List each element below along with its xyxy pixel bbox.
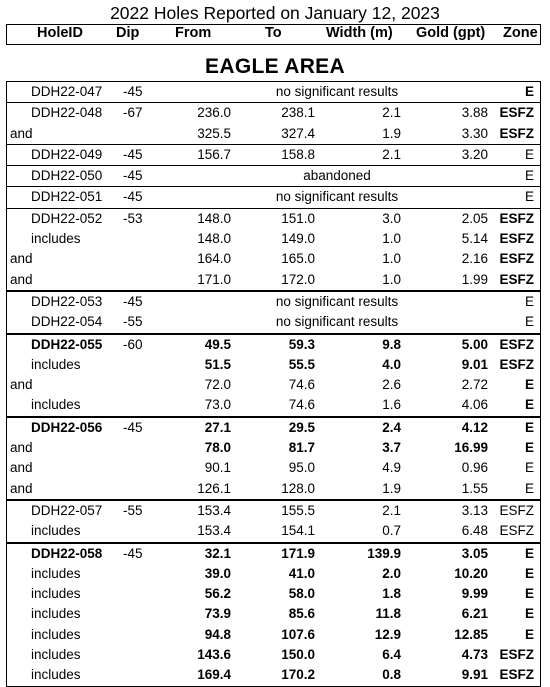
cell-holeid: includes — [31, 397, 81, 413]
cell-width: 139.9 — [367, 545, 401, 561]
cell-from: 49.5 — [204, 336, 231, 352]
cell-to: 165.0 — [281, 251, 315, 267]
cell-holeid: includes — [31, 626, 81, 642]
area-heading: EAGLE AREA — [205, 55, 345, 78]
cell-zone: E — [524, 377, 534, 393]
cell-width: 3.7 — [382, 440, 401, 456]
cell-zone: ESFZ — [499, 105, 534, 121]
cell-to: 29.5 — [288, 419, 315, 435]
cell-from: 39.0 — [204, 565, 231, 581]
cell-gold: 4.06 — [461, 397, 488, 413]
cell-from: 56.2 — [204, 586, 231, 602]
cell-width: 3.0 — [382, 210, 401, 226]
hole-group — [6, 102, 541, 145]
cell-dip: -67 — [123, 105, 143, 121]
table-row — [7, 375, 540, 395]
cell-holeid: DDH22-058 — [31, 545, 103, 561]
cell-to: 158.8 — [281, 146, 315, 162]
table-row — [7, 604, 540, 624]
cell-gold: 16.99 — [454, 440, 488, 456]
cell-zone: ESFZ — [499, 210, 534, 226]
table-row — [7, 564, 540, 584]
cell-from: 27.1 — [204, 419, 231, 435]
hole-group — [6, 290, 541, 334]
cell-from: 164.0 — [197, 251, 231, 267]
hole-group — [6, 165, 541, 187]
cell-from: 73.0 — [204, 397, 231, 413]
cell-to: 58.0 — [288, 586, 315, 602]
cell-from: 156.7 — [197, 146, 231, 162]
cell-gold: 9.99 — [461, 586, 488, 602]
cell-to: 238.1 — [281, 105, 315, 121]
cell-zone: E — [524, 606, 534, 622]
table-row — [7, 355, 540, 375]
table-row — [7, 665, 540, 685]
cell-gold: 3.88 — [461, 105, 488, 121]
cell-zone: ESFZ — [499, 125, 534, 141]
cell-holeid: DDH22-054 — [31, 314, 103, 330]
cell-zone: E — [524, 84, 534, 99]
cell-zone: E — [524, 397, 534, 413]
table-row — [7, 103, 540, 123]
cell-from: 153.4 — [197, 502, 231, 518]
cell-zone: E — [524, 440, 534, 456]
cell-from: 73.9 — [204, 606, 231, 622]
cell-gold: 1.55 — [461, 480, 488, 496]
cell-holeid: and — [10, 480, 33, 496]
cell-from: 72.0 — [204, 377, 231, 393]
cell-zone: E — [524, 189, 534, 205]
cell-holeid: DDH22-052 — [31, 210, 103, 226]
cell-gold: 3.13 — [461, 502, 488, 518]
cell-holeid: includes — [31, 565, 81, 581]
table-row — [7, 458, 540, 478]
cell-zone: ESFZ — [499, 523, 534, 539]
cell-width: 12.9 — [374, 626, 401, 642]
header-width: Width (m) — [326, 25, 393, 41]
cell-width: 4.9 — [382, 460, 401, 476]
cell-holeid: DDH22-047 — [31, 84, 103, 99]
table-row — [7, 625, 540, 645]
hole-group — [6, 208, 541, 291]
cell-to: 171.9 — [281, 545, 315, 561]
table-row — [7, 124, 540, 144]
cell-holeid: includes — [31, 606, 81, 622]
cell-zone: ESFZ — [499, 356, 534, 372]
cell-note: no significant results — [275, 189, 399, 205]
cell-zone: E — [524, 565, 534, 581]
cell-width: 9.8 — [382, 336, 401, 352]
cell-dip: -45 — [123, 189, 143, 205]
cell-dip: -53 — [123, 210, 143, 226]
cell-width: 0.8 — [382, 667, 401, 683]
cell-gold: 3.05 — [461, 545, 488, 561]
cell-gold: 5.00 — [461, 336, 488, 352]
cell-holeid: and — [10, 460, 33, 476]
table-row — [7, 418, 540, 438]
cell-holeid: DDH22-051 — [31, 189, 103, 205]
cell-gold: 4.73 — [461, 647, 488, 663]
table-row — [7, 584, 540, 604]
cell-zone: E — [524, 314, 534, 330]
cell-dip: -60 — [123, 336, 143, 352]
cell-width: 1.6 — [382, 397, 401, 413]
cell-zone: E — [524, 586, 534, 602]
cell-to: 55.5 — [288, 356, 315, 372]
cell-gold: 5.14 — [461, 231, 488, 247]
cell-to: 327.4 — [281, 125, 315, 141]
cell-zone: E — [524, 146, 534, 162]
cell-note: no significant results — [275, 314, 399, 330]
cell-to: 149.0 — [281, 231, 315, 247]
cell-dip: -45 — [123, 545, 143, 561]
cell-zone: ESFZ — [499, 336, 534, 352]
cell-from: 325.5 — [197, 125, 231, 141]
hole-group — [6, 186, 541, 208]
cell-note: abandoned — [303, 168, 371, 184]
cell-to: 172.0 — [281, 271, 315, 287]
cell-to: 41.0 — [288, 565, 315, 581]
hole-group — [6, 416, 541, 500]
cell-from: 78.0 — [204, 440, 231, 456]
table-row — [7, 335, 540, 355]
header-dip: Dip — [116, 25, 140, 41]
cell-note: no significant results — [275, 84, 399, 99]
cell-holeid: DDH22-053 — [31, 293, 103, 309]
cell-to: 85.6 — [288, 606, 315, 622]
cell-to: 74.6 — [288, 377, 315, 393]
hole-group — [6, 333, 541, 417]
cell-gold: 4.12 — [461, 419, 488, 435]
header-zone: Zone — [503, 25, 538, 41]
table-header — [6, 24, 541, 45]
table-row — [7, 395, 540, 415]
cell-width: 1.9 — [382, 125, 401, 141]
cell-zone: E — [524, 293, 534, 309]
cell-gold: 3.20 — [461, 146, 488, 162]
cell-from: 32.1 — [204, 545, 231, 561]
cell-width: 1.0 — [382, 271, 401, 287]
cell-to: 151.0 — [281, 210, 315, 226]
cell-dip: -55 — [123, 502, 143, 518]
cell-width: 2.1 — [382, 146, 401, 162]
header-holeid: HoleID — [37, 25, 83, 41]
hole-group — [6, 499, 541, 543]
results-table — [6, 82, 541, 687]
cell-gold: 3.30 — [461, 125, 488, 141]
cell-dip: -45 — [123, 168, 143, 184]
table-row — [7, 82, 540, 102]
header-from: From — [175, 25, 212, 41]
cell-holeid: DDH22-049 — [31, 146, 103, 162]
hole-group — [6, 81, 541, 103]
cell-to: 150.0 — [281, 647, 315, 663]
cell-holeid: DDH22-050 — [31, 168, 103, 184]
cell-gold: 2.16 — [461, 251, 488, 267]
table-row — [7, 270, 540, 290]
cell-holeid: DDH22-048 — [31, 105, 103, 121]
cell-to: 155.5 — [281, 502, 315, 518]
cell-width: 1.9 — [382, 480, 401, 496]
cell-to: 128.0 — [281, 480, 315, 496]
cell-width: 2.4 — [382, 419, 401, 435]
cell-holeid: includes — [31, 667, 81, 683]
table-row — [7, 312, 540, 332]
table-row — [7, 166, 540, 186]
table-row — [7, 645, 540, 665]
cell-gold: 9.91 — [461, 667, 488, 683]
cell-gold: 2.05 — [461, 210, 488, 226]
cell-dip: -45 — [123, 84, 143, 99]
cell-width: 4.0 — [382, 356, 401, 372]
cell-width: 1.0 — [382, 251, 401, 267]
cell-dip: -45 — [123, 293, 143, 309]
cell-width: 1.0 — [382, 231, 401, 247]
table-row — [7, 187, 540, 207]
cell-zone: E — [524, 460, 534, 476]
cell-zone: ESFZ — [499, 251, 534, 267]
table-row — [7, 479, 540, 499]
hole-group — [6, 144, 541, 166]
cell-holeid: and — [10, 251, 33, 267]
cell-zone: ESFZ — [499, 502, 534, 518]
cell-to: 154.1 — [281, 523, 315, 539]
cell-zone: ESFZ — [499, 667, 534, 683]
cell-from: 148.0 — [197, 231, 231, 247]
cell-from: 51.5 — [204, 356, 231, 372]
cell-to: 74.6 — [288, 397, 315, 413]
table-row — [7, 145, 540, 165]
cell-width: 2.6 — [382, 377, 401, 393]
cell-holeid: includes — [31, 647, 81, 663]
cell-holeid: DDH22-057 — [31, 502, 103, 518]
header-gold: Gold (gpt) — [416, 25, 486, 41]
table-row — [7, 544, 540, 564]
cell-width: 11.8 — [375, 606, 401, 622]
cell-width: 1.8 — [382, 586, 401, 602]
cell-gold: 1.99 — [461, 271, 488, 287]
cell-zone: E — [524, 480, 534, 496]
cell-from: 126.1 — [197, 480, 231, 496]
cell-width: 2.1 — [382, 502, 401, 518]
cell-gold: 0.96 — [461, 460, 488, 476]
cell-from: 90.1 — [204, 460, 231, 476]
cell-gold: 6.48 — [461, 523, 488, 539]
table-row — [7, 438, 540, 458]
cell-zone: ESFZ — [499, 647, 534, 663]
cell-zone: E — [524, 545, 534, 561]
cell-from: 169.4 — [197, 667, 231, 683]
cell-holeid: and — [10, 125, 33, 141]
cell-from: 153.4 — [197, 523, 231, 539]
table-row — [7, 249, 540, 269]
cell-from: 143.6 — [197, 647, 231, 663]
cell-to: 59.3 — [288, 336, 315, 352]
cell-holeid: includes — [31, 523, 81, 539]
cell-holeid: DDH22-056 — [31, 419, 103, 435]
cell-holeid: includes — [31, 356, 81, 372]
cell-zone: ESFZ — [499, 271, 534, 287]
cell-from: 148.0 — [197, 210, 231, 226]
cell-zone: E — [524, 626, 534, 642]
page-title: 2022 Holes Reported on January 12, 2023 — [110, 3, 440, 23]
cell-holeid: and — [10, 271, 33, 287]
cell-dip: -55 — [123, 314, 143, 330]
hole-group — [6, 542, 541, 687]
cell-gold: 2.72 — [461, 377, 488, 393]
cell-gold: 10.20 — [454, 565, 488, 581]
cell-gold: 6.21 — [461, 606, 488, 622]
cell-from: 171.0 — [197, 271, 231, 287]
table-row — [7, 292, 540, 312]
cell-dip: -45 — [123, 146, 143, 162]
cell-to: 95.0 — [288, 460, 315, 476]
table-row — [7, 521, 540, 541]
cell-to: 81.7 — [288, 440, 315, 456]
cell-zone: ESFZ — [499, 231, 534, 247]
cell-to: 107.6 — [281, 626, 315, 642]
cell-width: 2.0 — [382, 565, 401, 581]
cell-holeid: and — [10, 440, 33, 456]
cell-width: 6.4 — [382, 647, 401, 663]
cell-to: 170.2 — [281, 667, 315, 683]
table-row — [7, 209, 540, 229]
table-row — [7, 229, 540, 249]
cell-from: 236.0 — [197, 105, 231, 121]
cell-gold: 12.85 — [454, 626, 488, 642]
cell-holeid: and — [10, 377, 33, 393]
cell-zone: E — [524, 419, 534, 435]
header-to: To — [265, 25, 282, 41]
cell-dip: -45 — [123, 419, 143, 435]
cell-width: 2.1 — [382, 105, 401, 121]
table-row — [7, 501, 540, 521]
cell-note: no significant results — [275, 293, 399, 309]
cell-holeid: includes — [31, 231, 81, 247]
cell-from: 94.8 — [204, 626, 231, 642]
cell-width: 0.7 — [382, 523, 401, 539]
cell-holeid: DDH22-055 — [31, 336, 103, 352]
cell-zone: E — [524, 168, 534, 184]
cell-gold: 9.01 — [461, 356, 488, 372]
cell-holeid: includes — [31, 586, 81, 602]
